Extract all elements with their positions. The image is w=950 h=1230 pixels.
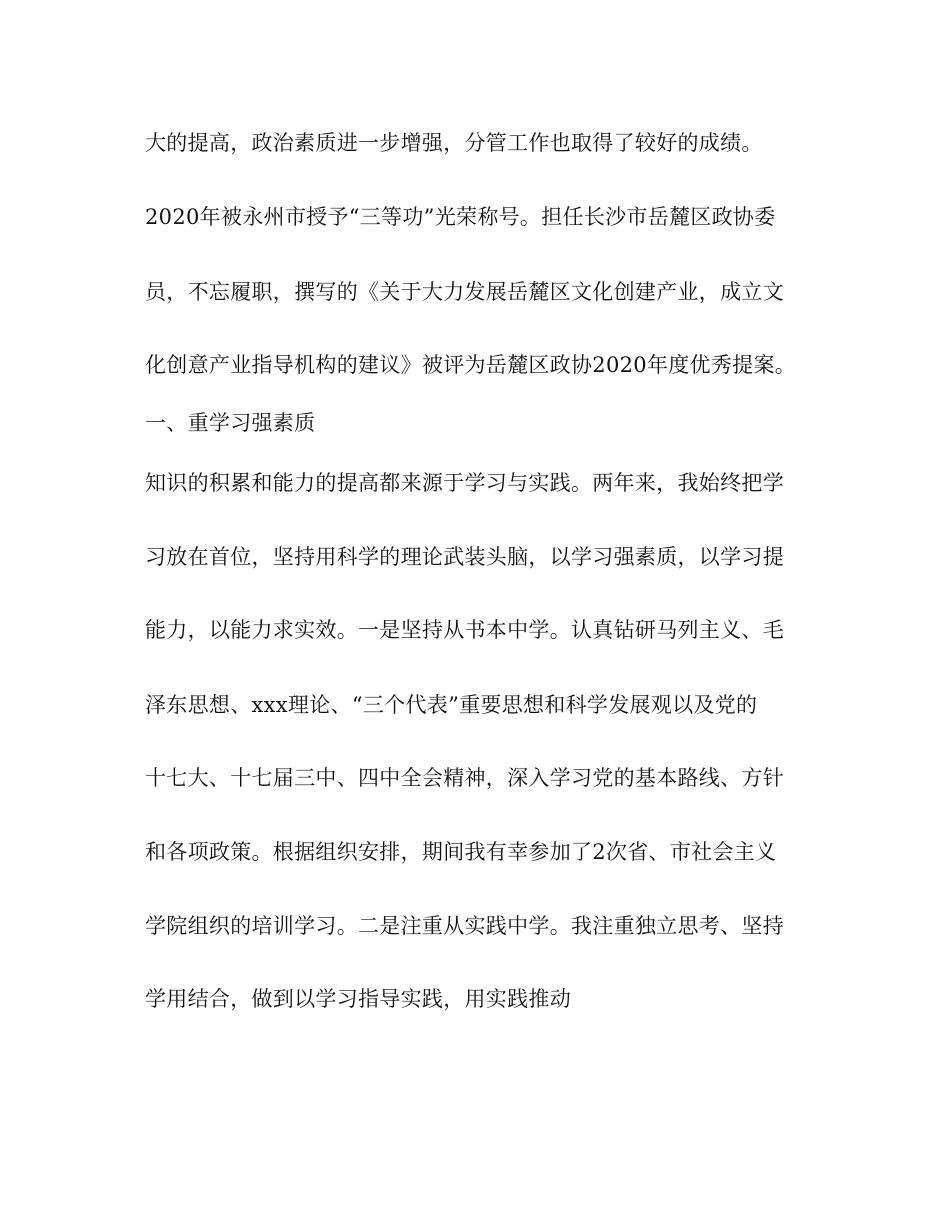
paragraph-line: 知识的积累和能力的提高都来源于学习与实践。两年来，我始终把学: [145, 471, 784, 495]
paragraph-line: 十七大、十七届三中、四中全会精神，深入学习党的基本路线、方针: [145, 766, 784, 790]
paragraph-line: 员，不忘履职，撰写的《关于大力发展岳麓区文化创建产业，成立文: [145, 280, 784, 304]
paragraph-line: 泽东思想、xxx理论、“三个代表”重要思想和科学发展观以及党的: [145, 693, 758, 717]
paragraph-line: 学院组织的培训学习。二是注重从实践中学。我注重独立思考、坚持: [145, 914, 784, 938]
paragraph-line: 学用结合，做到以学习指导实践，用实践推动: [145, 987, 571, 1011]
paragraph-line: 能力，以能力求实效。一是坚持从书本中学。认真钻研马列主义、毛: [145, 618, 784, 642]
paragraph-line: 和各项政策。根据组织安排，期间我有幸参加了2次省、市社会主义: [145, 840, 777, 864]
paragraph-line: 2020年被永州市授予“三等功”光荣称号。担任长沙市岳麓区政协委: [145, 205, 776, 229]
paragraph-line: 习放在首位，坚持用科学的理论武装头脑，以学习强素质，以学习提: [145, 545, 784, 569]
paragraph-line: 大的提高，政治素质进一步增强，分管工作也取得了较好的成绩。: [145, 131, 763, 155]
paragraph-line: 化创意产业指导机构的建议》被评为岳麓区政协2020年度优秀提案。: [145, 353, 797, 377]
section-heading: 一、重学习强素质: [145, 411, 316, 435]
